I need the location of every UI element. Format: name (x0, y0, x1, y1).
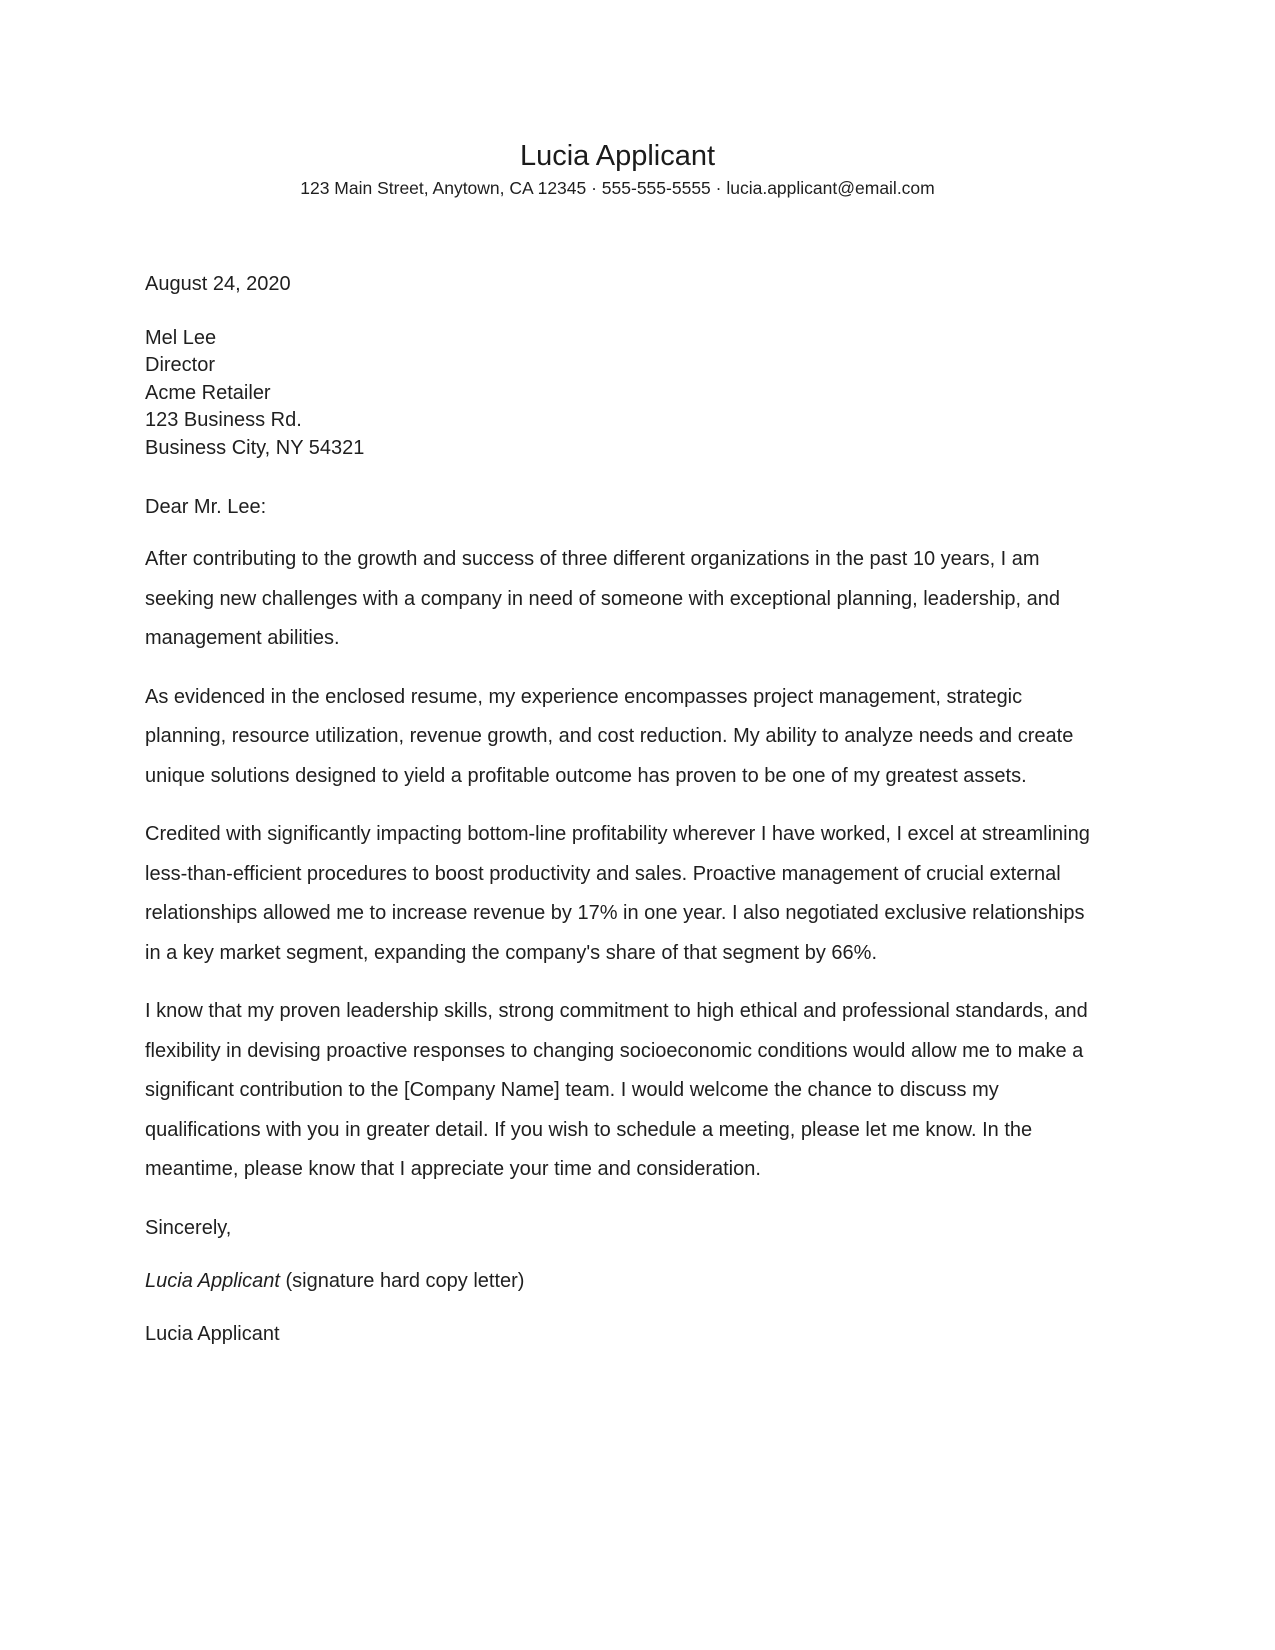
recipient-name: Mel Lee (145, 326, 217, 349)
body-paragraph-2: As evidenced in the enclosed resume, my experience encompasses project management, strategic planning, resource utilization, revenue growth, and cost reduction. My ability to analyze needs and create unique solutions designed to yield a profitable outcome has proven to be one of my greatest assets. (145, 685, 1074, 787)
sender-name: Lucia Applicant (519, 140, 716, 172)
body-paragraph-3: Credited with significantly impacting bottom-line profitability wherever I have worked, I excel at streamlining less-than-efficient procedures to boost productivity and sales. Proactive management of crucial external relationships allowed me to increase revenue by 17% in one year. I also negotiated exclusive relationships in a key market segment, expanding the company's share of that segment by 66%. (145, 823, 1090, 964)
recipient-address-block (145, 325, 1090, 463)
signature-note: (signature hard copy letter) (279, 1269, 525, 1292)
body-paragraph-1: After contributing to the growth and success of three different organizations in the past 10 years, I am seeking new challenges with a company in need of someone with exceptional planning, leadership, and management abilities. (145, 548, 1061, 650)
recipient-title: Director (145, 354, 216, 377)
signature-line (145, 1268, 1090, 1295)
recipient-company: Acme Retailer (145, 381, 271, 404)
sender-contact-line: 123 Main Street, Anytown, CA 12345 · 555-555-5555 · lucia.applicant@email.com (300, 178, 935, 199)
recipient-street: 123 Business Rd. (145, 409, 302, 432)
salutation: Dear Mr. Lee: (145, 496, 267, 519)
letter-date: August 24, 2020 (145, 272, 291, 295)
recipient-city-state-zip: Business City, NY 54321 (145, 436, 365, 459)
signature-name: Lucia Applicant (145, 1269, 280, 1292)
letter-header (145, 138, 1090, 201)
body-paragraph-4: I know that my proven leadership skills, strong commitment to high ethical and professional standards, and flexibility in devising proactive responses to changing socioeconomic conditions would allow me to make a significant contribution to the [Company Name] team. I would welcome the chance to discuss my qualifications with you in greater detail. If you wish to schedule a meeting, please let me know. In the meantime, please know that I appreciate your time and consideration. (145, 1000, 1088, 1181)
closing-valediction: Sincerely, (145, 1216, 232, 1239)
typed-sender-name: Lucia Applicant (145, 1322, 280, 1345)
